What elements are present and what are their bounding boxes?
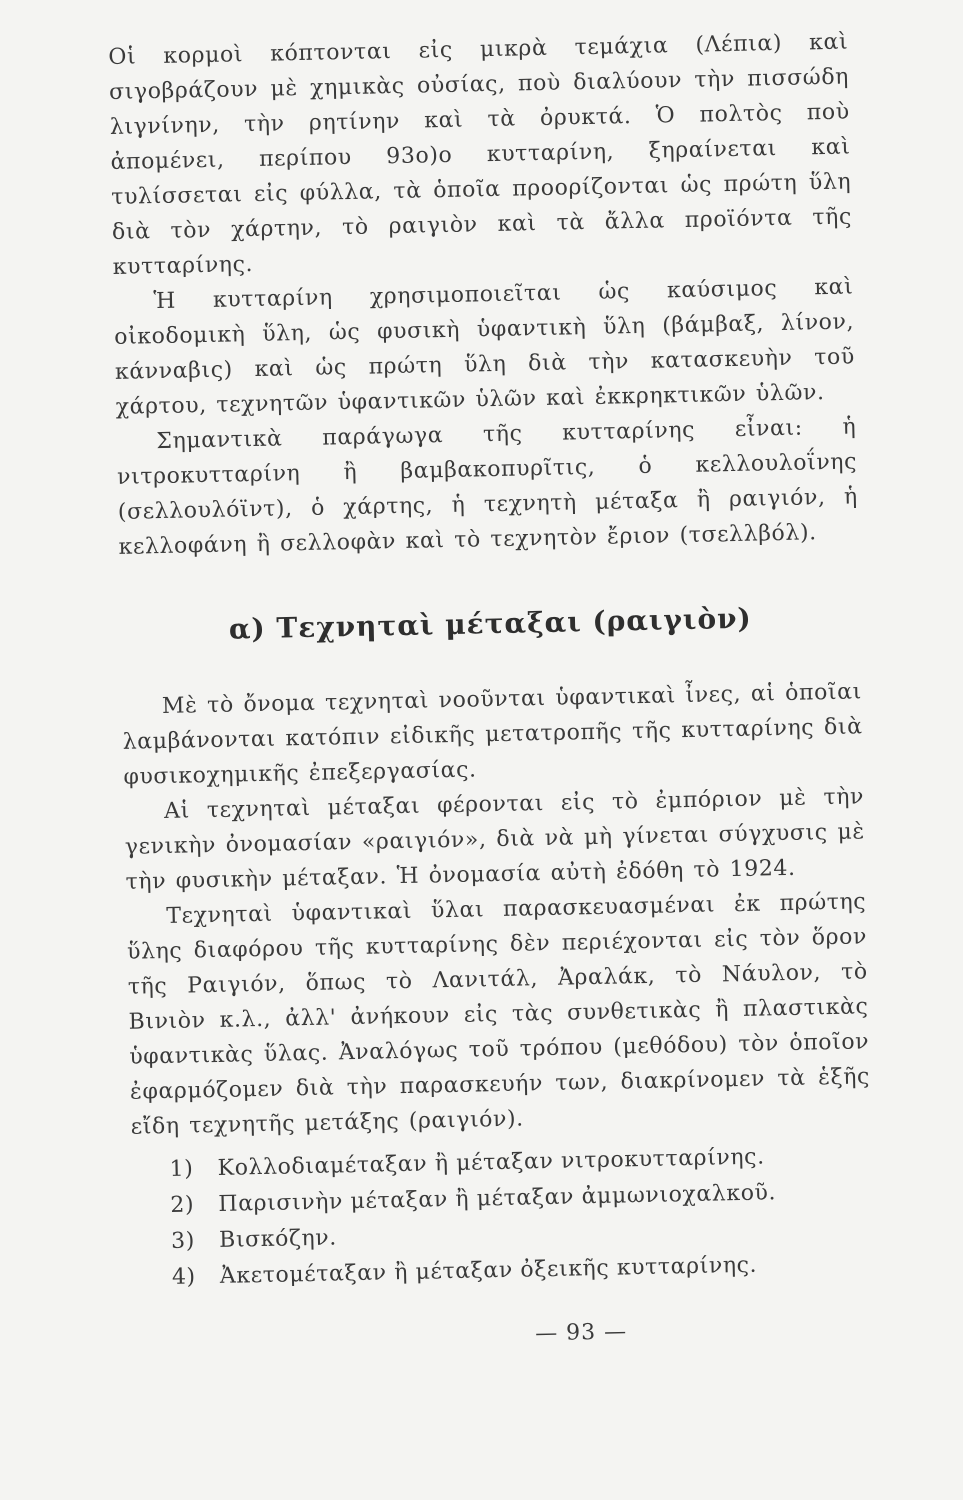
paragraph-2: Ἡ κυτταρίνη χρησιμοποιεῖται ὡς καύσιμος καὶ οἰκοδομικὴ ὕλη, ὡς φυσικὴ ὑφαντικὴ ὕλη (βάμβαξ, λίνον, κάνναβις) καὶ ὡς πρώτη ὕλη διὰ τὴν κατασκευὴν τοῦ χάρτου, τεχνητῶν ὑφαντικῶν ὑλῶν καὶ ἐκκρηκτικῶν ὑλῶν. <box>113 274 856 420</box>
list-item-number: 3) <box>170 1228 196 1254</box>
paragraph-1: Οἱ κορμοὶ κόπτονται εἰς μικρὰ τεμάχια (Λέπια) καὶ σιγοβράζουν μὲ χημικὰς οὐσίας, ποὺ διαλύουν τὴν πισσώδη λιγνίνην, τὴν ρητίνην καὶ τὰ ὀρυκτά. Ὁ πολτὸς ποὺ ἀπομένει, περίπου 93ο)ο κυτταρίνη, ξηραίνεται καὶ τυλίσσεται εἰς φύλλα, τὰ ὁποῖα προορίζονται ὡς πρώτη ὕλη διὰ τὸν χάρτην, τὸ ραιγιὸν καὶ τὰ ἄλλα προϊόντα τῆς κυτταρίνης. <box>108 29 853 280</box>
paragraph-3: Σημαντικὰ παράγωγα τῆς κυτταρίνης εἶναι: ἡ νιτροκυτταρίνη ἢ βαμβακοπυρῖτις, ὁ κελλουλοΐνης (σελλουλόϊντ), ὁ χάρτης, ἡ τεχνητὴ μέταξα ἢ ραιγιόν, ἡ κελλοφάνη ἢ σελλοφὰν καὶ τὸ τεχνητὸν ἔριον (τσελλβόλ). <box>116 414 858 560</box>
list-item-text: Βισκόζην. <box>218 1225 338 1253</box>
paragraph-6: Τεχνηταὶ ὑφαντικαὶ ὕλαι παρασκευασμέναι ἐκ πρώτης ὕλης διαφόρου τῆς κυτταρίνης δὲν περιέχονται εἰς τὸν ὅρον τῆς Ραιγιόν, ὅπως τὸ Λανιτάλ, Ἀραλάκ, τὸ Νάυλον, τὸ Βινιὸν κ.λ., ἀλλ' ἀνήκουν εἰς τὰς συνθετικὰς ἢ πλαστικὰς ὑφαντικὰς ὕλας. Ἀναλόγως τοῦ τρόπου (μεθόδου) τὸν ὁποῖον ἐφαρμόζομεν διὰ τὴν παρασκευήν των, διακρίνομεν τὰ ἑξῆς εἴδη τεχνητῆς μετάξης (ραιγιόν). <box>126 889 871 1140</box>
list-item-text: Κολλοδιαμέταξαν ἢ μέταξαν νιτροκυτταρίνης. <box>217 1144 765 1181</box>
list-item-number: 1) <box>169 1156 194 1182</box>
page-number: — 93 — <box>534 1319 628 1347</box>
list-item-number: 4) <box>171 1264 196 1290</box>
rayon-types-list <box>131 1137 874 1296</box>
book-page <box>108 25 878 1460</box>
list-item-number: 2) <box>170 1192 195 1218</box>
paragraph-5: Αἱ τεχνηταὶ μέταξαι φέρονται εἰς τὸ ἐμπόριον μὲ τὴν γενικὴν ὀνομασίαν «ραιγιόν», διὰ νὰ μὴ γίνεται σύγχυσις μὲ τὴν φυσικὴν μέταξαν. Ἡ ὀνομασία αὐτὴ ἐδόθη τὸ 1924. <box>124 784 866 895</box>
list-item-text: Παρισινὴν μέταξαν ἢ μέταξαν ἀμμωνιοχαλκοῦ. <box>218 1180 777 1217</box>
list-item-text: Ἀκετομέταξαν ἢ μέταξαν ὀξεικῆς κυτταρίνης. <box>219 1252 758 1289</box>
section-heading: α) Τεχνηταὶ μέταξαι (ραιγιὸν) <box>228 601 753 646</box>
paragraph-4: Μὲ τὸ ὄνομα τεχνηταὶ νοοῦνται ὑφαντικαὶ ἶνες, αἱ ὁποῖαι λαμβάνονται κατόπιν εἰδικῆς μετατροπῆς τῆς κυτταρίνης διὰ φυσικοχημικῆς ἐπεξεργασίας. <box>122 679 863 790</box>
